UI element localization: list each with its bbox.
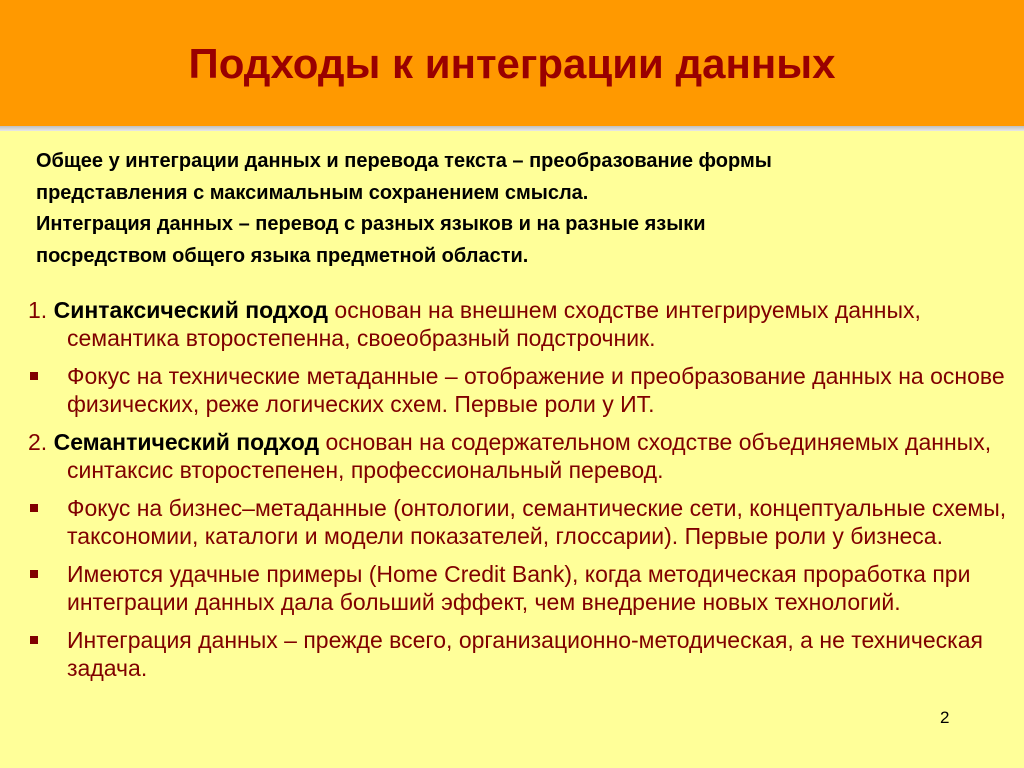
item-term: Семантический подход [53,429,320,455]
list-item-semantic [28,428,1024,484]
intro-line: посредством общего языка предметной области. [36,244,529,267]
list-item-bullet [28,626,1024,682]
item-text: основан на содержательном сходстве объединяемых данных, синтаксис второстепенен, профессиональный перевод. [67,429,992,483]
page-number: 2 [940,708,950,727]
bullet-text: Фокус на технические метаданные – отображение и преобразование данных на основе физических, реже логических схем. Первые роли у ИТ. [67,363,1005,417]
bullet-text: Интеграция данных – прежде всего, организационно-методическая, а не техническая задача. [67,627,983,681]
bullet-square-icon [30,636,38,644]
list-item-bullet [28,494,1024,550]
bullet-square-icon [30,372,38,380]
approaches-list [28,296,1024,692]
bullet-text: Фокус на бизнес–метаданные (онтологии, семантические сети, концептуальные схемы, таксономии, каталоги и модели показателей, глоссарии). Первые роли у бизнеса. [67,495,1007,549]
intro-line: Общее у интеграции данных и перевода текста – преобразование формы [36,150,772,172]
item-number: 2. [28,429,48,455]
intro-line: Интеграция данных – перевод с разных языков и на разные языки [36,213,706,235]
list-item-bullet [28,362,1024,418]
bullet-square-icon [30,570,38,578]
bullet-text: Имеются удачные примеры (Home Credit Bank), когда методическая проработка при интеграции данных дала больший эффект, чем внедрение новых технологий. [67,561,971,615]
item-text: основан на внешнем сходстве интегрируемых данных, семантика второстепенна, своеобразный подстрочник. [67,297,921,351]
title-divider [0,126,1024,131]
list-item-bullet [28,560,1024,616]
item-term: Синтаксический подход [53,297,329,323]
intro-line: представления с максимальным сохранением смысла. [36,181,589,204]
item-number: 1. [28,297,48,323]
slide-title: Подходы к интеграции данных [188,40,836,87]
bullet-square-icon [30,504,38,512]
list-item-syntactic [28,296,1024,352]
intro-block [36,146,996,272]
